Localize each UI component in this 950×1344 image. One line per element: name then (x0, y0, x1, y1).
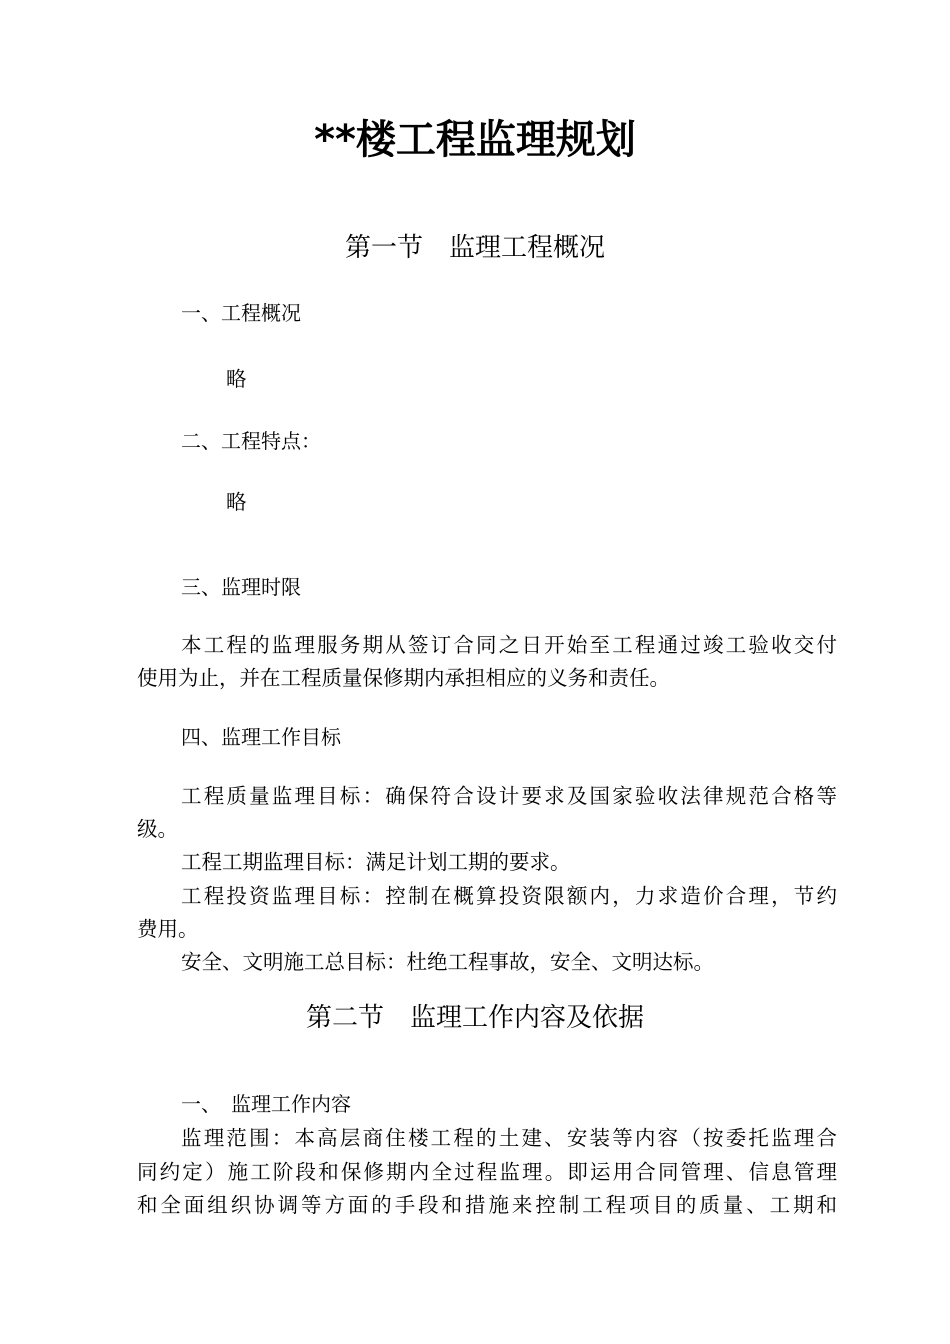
paragraph-line: 安全、文明施工总目标：杜绝工程事故，安全、文明达标。 (181, 950, 714, 974)
paragraph-line: 同约定）施工阶段和保修期内全过程监理。即运用合同管理、信息管理 (137, 1160, 837, 1184)
section-1-sub-4-heading: 四、监理工作目标 (181, 725, 341, 749)
paragraph-line: 和全面组织协调等方面的手段和措施来控制工程项目的质量、工期和 (137, 1193, 837, 1217)
paragraph-line: 费用。 (137, 917, 199, 941)
section-1-sub-3-heading: 三、监理时限 (181, 575, 301, 599)
section-1-sub-1-heading: 一、工程概况 (181, 301, 301, 325)
section-1-sub-1-body: 略 (226, 367, 247, 391)
section-1-sub-2-body: 略 (226, 490, 247, 514)
paragraph-line: 工程工期监理目标：满足计划工期的要求。 (181, 850, 571, 874)
paragraph-line: 本工程的监理服务期从签订合同之日开始至工程通过竣工验收交付 (181, 633, 837, 657)
document-title: **楼工程监理规划 (314, 117, 636, 163)
paragraph-line: 监理范围：本高层商住楼工程的土建、安装等内容（按委托监理合 (181, 1126, 837, 1150)
paragraph-line: 使用为止，并在工程质量保修期内承担相应的义务和责任。 (137, 666, 670, 690)
paragraph-line: 级。 (137, 817, 178, 841)
section-2-sub-1-heading: 一、 监理工作内容 (181, 1092, 351, 1116)
paragraph-line: 工程质量监理目标：确保符合设计要求及国家验收法律规范合格等 (181, 784, 837, 808)
paragraph-line: 工程投资监理目标：控制在概算投资限额内，力求造价合理，节约 (181, 884, 837, 908)
section-2-heading: 第二节 监理工作内容及依据 (305, 1003, 644, 1033)
section-1-sub-2-heading: 二、工程特点： (181, 429, 321, 453)
section-1-heading: 第一节 监理工程概况 (344, 233, 605, 263)
